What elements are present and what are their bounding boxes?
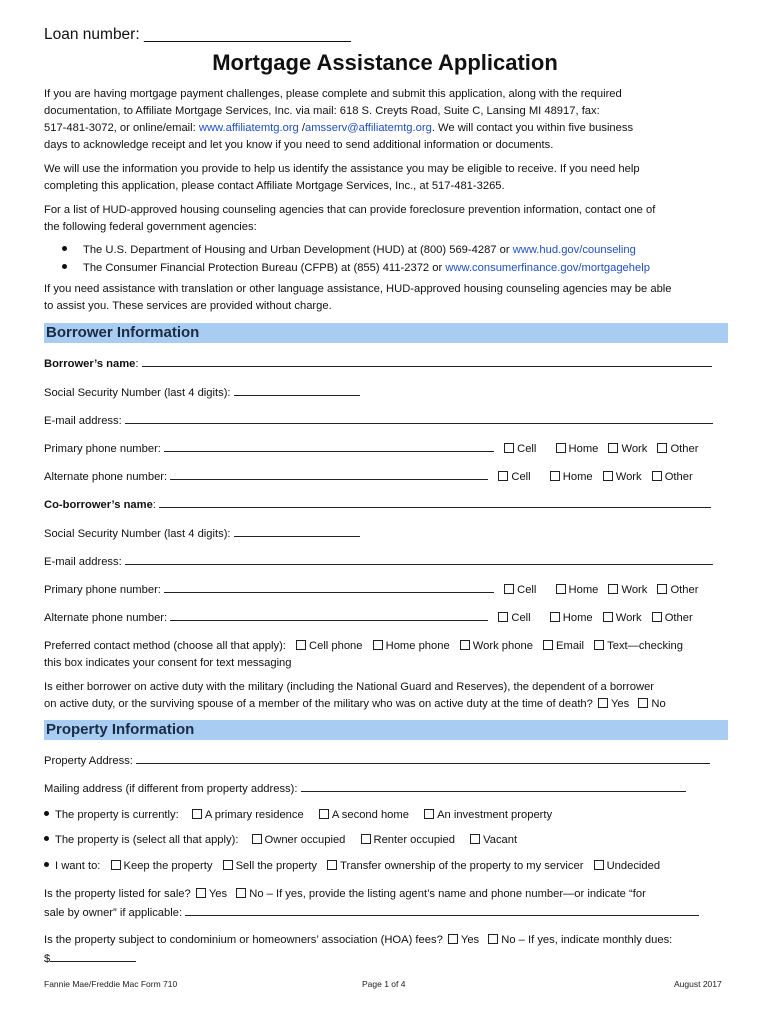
primary-phone-label: Primary phone number: [44,584,161,596]
coborrower-name-label: Co-borrower’s name [44,499,153,511]
listed-no-checkbox[interactable] [236,888,246,898]
borrower-alternate-phone-row [44,468,693,486]
home-checkbox[interactable] [556,443,566,453]
coborrower-alternate-phone-field[interactable] [170,609,488,621]
option-label: Transfer ownership of the property to my servicer [340,860,584,872]
option-label: A primary residence [204,809,304,821]
hoa-row [44,932,672,949]
dollar-sign: $ [44,953,51,965]
option-label: Work phone [472,640,533,652]
coborrower-name-row: Co-borrower’s name: [44,496,711,514]
other-checkbox[interactable] [657,584,667,594]
listed-agent-label: sale by owner” if applicable: [44,907,183,919]
ssn-label: Social Security Number (last 4 digits): [44,387,231,399]
property-currently-row [44,807,552,824]
contact-text-checkbox[interactable] [594,640,604,650]
borrower-name-field[interactable] [142,355,712,367]
option-label: Other [670,443,699,455]
home-checkbox[interactable] [556,584,566,594]
cfpb-link[interactable]: www.consumerfinance.gov/mortgagehelp [445,262,650,274]
contact-work-phone-checkbox[interactable] [460,640,470,650]
hud-line-2: the following federal government agencies: [44,221,257,233]
option-label: A second home [331,809,409,821]
option-label: Cell [511,612,531,624]
option-label: Work [615,612,642,624]
preferred-contact-row [44,638,683,655]
page-title: Mortgage Assistance Application [212,50,558,75]
hoa-no-checkbox[interactable] [488,934,498,944]
home-checkbox[interactable] [550,471,560,481]
option-label: No [651,698,666,710]
property-section-header: Property Information [44,720,728,740]
option-label: Work [615,471,642,483]
property-address-label: Property Address: [44,755,133,767]
borrower-ssn-row [44,384,360,402]
owner-occupied-checkbox[interactable] [252,834,262,844]
option-label: No – If yes, provide the listing agent’s name and phone number—or indicate “for [249,888,646,900]
agency-text: The Consumer Financial Protection Bureau (CFPB) at (855) 411-2372 or [83,262,446,274]
cell-checkbox[interactable] [504,443,514,453]
other-checkbox[interactable] [652,612,662,622]
option-label: Cell phone [309,640,363,652]
property-currently-label: The property is currently: [55,809,179,821]
borrower-primary-phone-row [44,440,698,458]
option-label: Other [664,471,693,483]
mailing-address-label: Mailing address (if different from property address): [44,783,298,795]
contact-cell-phone-checkbox[interactable] [296,640,306,650]
transfer-ownership-checkbox[interactable] [327,860,337,870]
listed-question: Is the property listed for sale? [44,888,191,900]
intro-text: 517-481-3072, or online/email: [44,122,199,134]
intro-text-end: . We will contact you within five business [431,122,634,134]
undecided-checkbox[interactable] [594,860,604,870]
preferred-contact-label: Preferred contact method (choose all that apply): [44,640,286,652]
coborrower-alternate-phone-row [44,609,693,627]
option-label: Work [621,443,648,455]
translation-line-1: If you need assistance with translation or other language assistance, HUD-approved housing counseling agencies may be able [44,283,672,295]
alternate-phone-label: Alternate phone number: [44,612,168,624]
primary-residence-checkbox[interactable] [192,809,202,819]
option-label: Text—checking [607,640,683,652]
intent-label: I want to: [55,860,101,872]
option-label: Home [562,612,593,624]
coborrower-ssn-field[interactable] [234,525,360,537]
hoa-dues-row [44,950,136,968]
coborrower-ssn-row [44,525,360,543]
option-label: Cell [517,584,537,596]
footer-form-id: Fannie Mae/Freddie Mac Form 710 [44,979,178,989]
cell-checkbox[interactable] [498,471,508,481]
loan-number-label[interactable]: Loan number: ________________________ [44,26,351,43]
intro-line-3 [44,120,633,137]
hoa-question: Is the property subject to condominium or homeowners’ association (HOA) fees? [44,934,443,946]
work-checkbox[interactable] [608,443,618,453]
option-label: Vacant [483,834,518,846]
borrower-section-header: Borrower Information [44,323,728,343]
bullet-icon [44,836,49,841]
bullet-icon [44,862,49,867]
coborrower-email-field[interactable] [125,553,713,565]
investment-property-checkbox[interactable] [424,809,434,819]
property-occupancy-label: The property is (select all that apply): [55,834,239,846]
option-label: Keep the property [123,860,213,872]
hoa-dues-field[interactable] [50,950,136,962]
other-checkbox[interactable] [652,471,662,481]
footer-page-number: Page 1 of 4 [362,979,406,989]
mailing-address-field[interactable] [301,780,686,792]
borrower-name-row: Borrower’s name: [44,355,712,373]
agency-text: The U.S. Department of Housing and Urban Development (HUD) at (800) 569-4287 or [83,244,513,256]
hud-line-1: For a list of HUD-approved housing counseling agencies that can provide foreclosure prevention information, contact one of [44,204,656,216]
option-label: Cell [511,471,531,483]
keep-property-checkbox[interactable] [111,860,121,870]
website-link[interactable]: www.affiliatemtg.org [198,122,299,134]
coborrower-name-field[interactable] [159,496,711,508]
option-label: Yes [460,934,480,946]
option-label: Owner occupied [264,834,346,846]
option-label: Undecided [606,860,661,872]
hud-link[interactable]: www.hud.gov/counseling [512,244,636,256]
coborrower-primary-phone-row [44,581,698,599]
mailing-address-row [44,780,686,798]
ssn-label: Social Security Number (last 4 digits): [44,528,231,540]
option-label: Home [568,584,599,596]
help-line-1: We will use the information you provide to help us identify the assistance you may be eligible to receive. If you need help [44,163,640,175]
primary-phone-label: Primary phone number: [44,443,161,455]
intro-line-4: days to acknowledge receipt and let you know if you need to send additional information or documents. [44,139,554,151]
renter-occupied-checkbox[interactable] [361,834,371,844]
option-label: No – If yes, indicate monthly dues: [501,934,673,946]
option-label: Home [562,471,593,483]
email-link[interactable]: amsserv@affiliatemtg.org [305,122,432,134]
option-label: Home phone [385,640,450,652]
vacant-checkbox[interactable] [470,834,480,844]
work-checkbox[interactable] [603,612,613,622]
property-address-field[interactable] [136,752,710,764]
bullet-icon [62,264,67,269]
bullet-icon [44,811,49,816]
listing-agent-field[interactable] [185,904,699,916]
footer-date: August 2017 [674,979,722,989]
military-yes-checkbox[interactable] [598,698,608,708]
coborrower-primary-phone-field[interactable] [164,581,494,593]
option-label: Other [664,612,693,624]
option-label: Home [568,443,599,455]
option-label: An investment property [437,809,553,821]
option-label: Yes [208,888,228,900]
military-question-text: on active duty, or the surviving spouse of a member of the military who was on active duty at the time of death? [44,698,593,710]
military-no-checkbox[interactable] [638,698,648,708]
other-checkbox[interactable] [657,443,667,453]
link-separator: / [298,122,305,134]
contact-email-checkbox[interactable] [543,640,553,650]
translation-line-2: to assist you. These services are provided without charge. [44,300,332,312]
borrower-ssn-field[interactable] [234,384,360,396]
option-label: Renter occupied [373,834,455,846]
option-label: Yes [611,698,630,710]
work-checkbox[interactable] [608,584,618,594]
listed-agent-row [44,904,699,922]
option-label: Sell the property [235,860,318,872]
text-consent-note: this box indicates your consent for text messaging [44,657,292,669]
property-occupancy-row [44,832,517,849]
sell-property-checkbox[interactable] [223,860,233,870]
cell-checkbox[interactable] [504,584,514,594]
option-label: Work [621,584,648,596]
intro-line-1: If you are having mortgage payment challenges, please complete and submit this application, along with the required [44,88,622,100]
agency-bullet-hud [62,242,636,259]
contact-home-phone-checkbox[interactable] [373,640,383,650]
borrower-name-label: Borrower’s name [44,358,136,370]
listed-yes-checkbox[interactable] [196,888,206,898]
bullet-icon [62,246,67,251]
property-address-row [44,752,710,770]
email-label: E-mail address: [44,556,122,568]
work-checkbox[interactable] [603,471,613,481]
option-label: Cell [517,443,537,455]
military-question-line-1: Is either borrower on active duty with the military (including the National Guard and Reserves), the dependent of a borrower [44,681,655,693]
military-question-line-2 [44,696,666,713]
alternate-phone-label: Alternate phone number: [44,471,168,483]
option-label: Email [556,640,585,652]
intent-row [44,858,660,875]
email-label: E-mail address: [44,415,122,427]
home-checkbox[interactable] [550,612,560,622]
coborrower-email-row [44,553,713,571]
agency-bullet-cfpb [62,260,650,277]
hoa-yes-checkbox[interactable] [448,934,458,944]
option-label: Other [670,584,699,596]
borrower-alternate-phone-field[interactable] [170,468,488,480]
borrower-primary-phone-field[interactable] [164,440,494,452]
borrower-email-row [44,412,713,430]
intro-line-2: documentation, to Affiliate Mortgage Services, Inc. via mail: 618 S. Creyts Road, Suite C, Lansing MI 48917, fax: [44,105,600,117]
listed-for-sale-row [44,886,646,903]
second-home-checkbox[interactable] [319,809,329,819]
borrower-email-field[interactable] [125,412,713,424]
cell-checkbox[interactable] [498,612,508,622]
help-line-2: completing this application, please contact Affiliate Mortgage Services, Inc., at 517-481-3265. [44,180,505,192]
